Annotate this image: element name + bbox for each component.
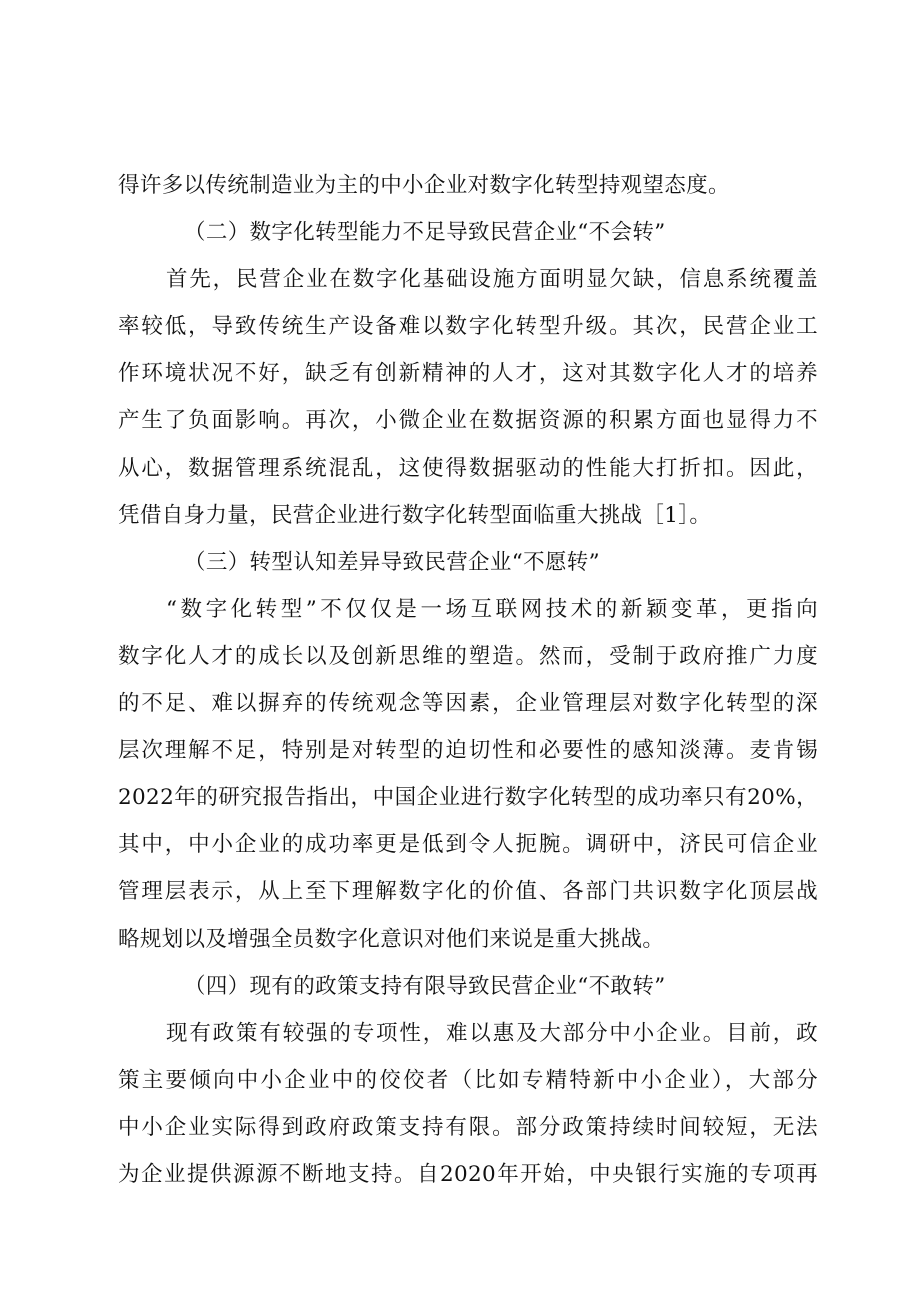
heading-text: （二）数字化转型能力不足导致民营企业“不会转” bbox=[184, 220, 666, 246]
text-line: 层次理解不足，特别是对转型的迫切性和必要性的感知淡薄。麦肯锡 bbox=[118, 738, 818, 764]
heading-text: （四）现有的政策支持有限导致民营企业“不敢转” bbox=[184, 973, 666, 999]
text-line: “数字化转型”不仅仅是一场互联网技术的新颖变革，更指向 bbox=[166, 596, 818, 622]
text-line: 的不足、难以摒弃的传统观念等因素，企业管理层对数字化转型的深 bbox=[118, 691, 818, 717]
text-line: 凭借自身力量，民营企业进行数字化转型面临重大挑战［1］。 bbox=[118, 502, 712, 528]
text-line: 首先，民营企业在数字化基础设施方面明显欠缺，信息系统覆盖 bbox=[166, 267, 818, 293]
paragraph bbox=[118, 586, 818, 963]
section-heading bbox=[118, 209, 818, 256]
text-line: 其中，中小企业的成功率更是低到令人扼腕。调研中，济民可信企业 bbox=[118, 832, 818, 858]
paragraph bbox=[118, 1010, 818, 1198]
paragraph bbox=[118, 162, 818, 209]
text-line: 略规划以及增强全员数字化意识对他们来说是重大挑战。 bbox=[118, 926, 665, 952]
text-line: 得许多以传统制造业为主的中小企业对数字化转型持观望态度。 bbox=[118, 173, 730, 198]
section-heading bbox=[118, 963, 818, 1010]
text-line: 率较低，导致传统生产设备难以数字化转型升级。其次，民营企业工 bbox=[118, 314, 818, 340]
paragraph bbox=[118, 256, 818, 539]
text-line: 策主要倾向中小企业中的佼佼者（比如专精特新中小企业），大部分 bbox=[118, 1067, 818, 1093]
text-line: 数字化人才的成长以及创新思维的塑造。然而，受制于政府推广力度 bbox=[118, 643, 818, 669]
text-line: 从心，数据管理系统混乱，这使得数据驱动的性能大打折扣。因此， bbox=[118, 455, 818, 481]
document-body bbox=[118, 162, 818, 1198]
text-line: 管理层表示，从上至下理解数字化的价值、各部门共识数字化顶层战 bbox=[118, 879, 818, 905]
section-heading bbox=[118, 539, 818, 586]
heading-text: （三）转型认知差异导致民营企业“不愿转” bbox=[184, 549, 600, 575]
text-line: 中小企业实际得到政府政策支持有限。部分政策持续时间较短，无法 bbox=[118, 1114, 818, 1140]
text-line: 作环境状况不好，缺乏有创新精神的人才，这对其数字化人才的培养 bbox=[118, 361, 818, 387]
text-line: 2022年的研究报告指出，中国企业进行数字化转型的成功率只有20%， bbox=[118, 785, 818, 811]
text-line: 为企业提供源源不断地支持。自2020年开始，中央银行实施的专项再 bbox=[118, 1161, 818, 1187]
text-line: 产生了负面影响。再次，小微企业在数据资源的积累方面也显得力不 bbox=[118, 408, 818, 434]
text-line: 现有政策有较强的专项性，难以惠及大部分中小企业。目前，政 bbox=[166, 1020, 818, 1046]
